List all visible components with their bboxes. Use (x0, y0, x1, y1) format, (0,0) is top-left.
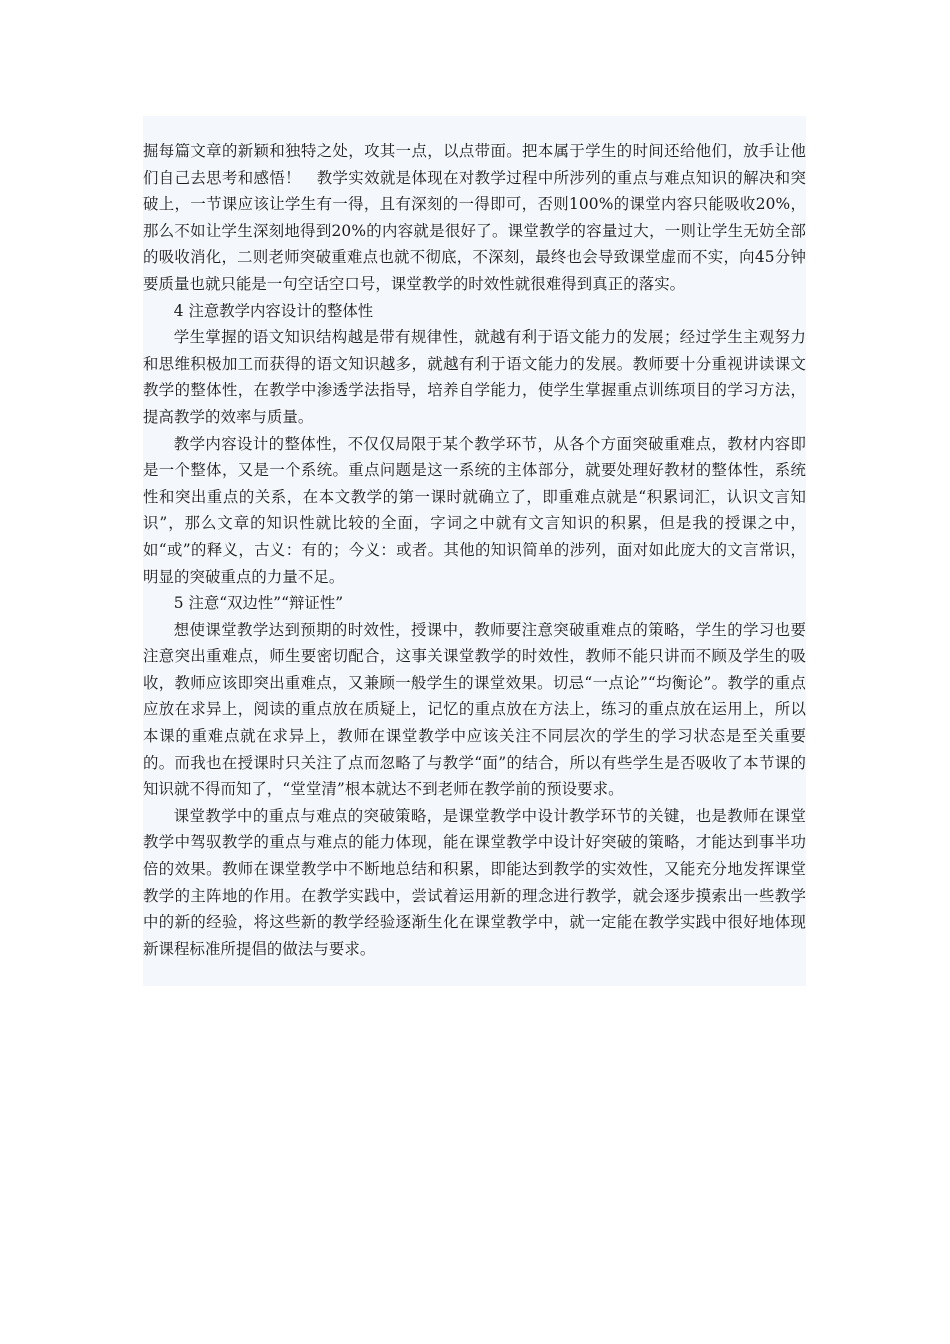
paragraph-body: 想使课堂教学达到预期的时效性，授课中，教师要注意突破重难点的策略，学生的学习也要注意突出重难点，师生要密切配合，这事关课堂教学的时效性，教师不能只讲而不顾及学生的吸收，教师应该即突出重难点，又兼顾一般学生的课堂效果。切忌“一点论”“均衡论”。教学的重点应放在求异上，阅读的重点放在质疑上，记忆的重点放在方法上，练习的重点放在运用上，所以本课的重难点就在求异上，教师在课堂教学中应该关注不同层次的学生的学习状态是至关重要的。而我也在授课时只关注了点而忽略了与教学“面”的结合，所以有些学生是否吸收了本节课的知识就不得而知了，“堂堂清”根本就达不到老师在教学前的预设要求。 (143, 620, 806, 799)
paragraph-body: 课堂教学中的重点与难点的突破策略，是课堂教学中设计教学环节的关键，也是教师在课堂教学中驾驭教学的重点与难点的能力体现，能在课堂教学中设计好突破的策略，才能达到事半功倍的效果。教师在课堂教学中不断地总结和积累，即能达到教学的实效性，又能充分地发挥课堂教学的主阵地的作用。在教学实践中，尝试着运用新的理念进行教学，就会逐步摸索出一些教学中的新的经验，将这些新的教学经验逐渐生化在课堂教学中，就一定能在教学实践中很好地体现新课程标准所提倡的做法与要求。 (143, 806, 806, 958)
paragraph-body: 教学内容设计的整体性，不仅仅局限于某个教学环节，从各个方面突破重难点，教材内容即是一个整体，又是一个系统。重点问题是这一系统的主体部分，就要处理好教材的整体性，系统性和突出重点的关系，在本文教学的第一课时就确立了，即重难点就是“积累词汇，认识文言知识”，那么文章的知识性就比较的全面，字词之中就有文言知识的积累，但是我的授课之中，如“或”的释义，古义：有的；今义：或者。其他的知识简单的涉列，面对如此庞大的文言常识，明显的突破重点的力量不足。 (143, 434, 806, 586)
document-text-block (143, 116, 806, 986)
paragraph-body: 学生掌握的语文知识结构越是带有规律性，就越有利于语文能力的发展；经过学生主观努力和思维积极加工而获得的语文知识越多，就越有利于语文能力的发展。教师要十分重视讲读课文教学的整体性，在教学中渗透学法指导，培养自学能力，使学生掌握重点训练项目的学习方法，提高教学的效率与质量。 (143, 328, 806, 426)
paragraph-continuation: 掘每篇文章的新颖和独特之处，攻其一点，以点带面。把本属于学生的时间还给他们，放手让他们自己去思考和感悟！ 教学实效就是体现在对教学过程中所涉列的重点与难点知识的解决和突破上，一节课应该让学生有一得，且有深刻的一得即可，否则100%的课堂内容只能吸收20%，那么不如让学生深刻地得到20%的内容就是很好了。课堂教学的容量过大，一则让学生无妨全部的吸收消化，二则老师突破重难点也就不彻底，不深刻，最终也会导致课堂虚而不实，向45分钟要质量也就只能是一句空话空口号，课堂教学的时效性就很难得到真正的落实。 (143, 142, 806, 293)
section-heading-5: 5 注意“双边性”“辩证性” (173, 594, 344, 613)
section-heading-4: 4 注意教学内容设计的整体性 (173, 301, 374, 320)
